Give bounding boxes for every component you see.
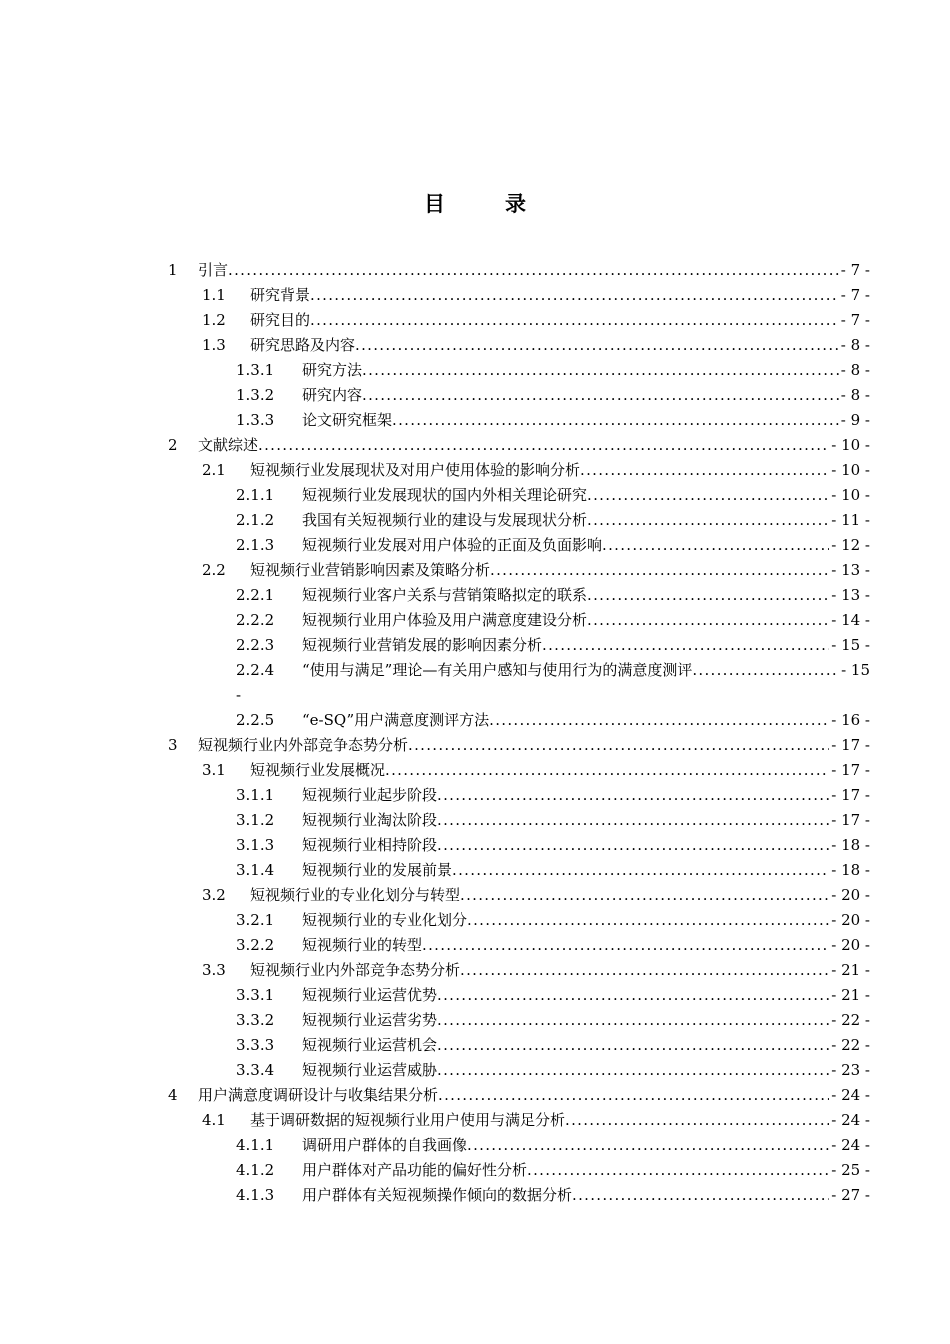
toc-entry-number: 3.1.4 — [236, 861, 275, 879]
toc-leader-dots — [228, 258, 839, 283]
toc-entry[interactable] — [202, 758, 870, 783]
toc-entry[interactable] — [202, 1108, 870, 1133]
toc-leader-dots — [452, 858, 829, 883]
toc-leader-dots — [258, 433, 829, 458]
toc-entry-page: - 24 - — [831, 1111, 870, 1129]
toc-leader-dots — [408, 733, 829, 758]
toc-entry-page: - 20 - — [831, 911, 870, 929]
toc-entry-page: - 13 - — [831, 561, 870, 579]
toc-entry-page: - 7 - — [840, 286, 870, 304]
toc-leader-dots — [467, 908, 829, 933]
toc-entry-title: 基于调研数据的短视频行业用户使用与满足分析 — [250, 1111, 566, 1129]
toc-entry-number: 3.3.2 — [236, 1011, 275, 1029]
toc-entry-page: - 18 - — [831, 836, 870, 854]
toc-leader-dots — [310, 308, 839, 333]
toc-leader-dots — [587, 583, 829, 608]
toc-leader-dots — [580, 458, 829, 483]
toc-leader-dots — [437, 1008, 829, 1033]
toc-entry-page: - 17 - — [831, 786, 870, 804]
toc-entry-number: 3.2 — [202, 886, 226, 904]
toc-entry-title: 短视频行业内外部竞争态势分析 — [250, 961, 461, 979]
toc-entry-number: 4.1 — [202, 1111, 226, 1129]
toc-entry-title: 研究思路及内容 — [250, 336, 356, 354]
toc-entry[interactable] — [236, 408, 870, 433]
toc-entry-page: - 11 - — [831, 511, 870, 529]
toc-leader-dots — [587, 508, 829, 533]
toc-entry-title: 短视频行业发展概况 — [250, 761, 386, 779]
toc-entry[interactable] — [236, 533, 870, 558]
toc-entry-title: 我国有关短视频行业的建设与发展现状分析 — [302, 511, 588, 529]
toc-entry[interactable] — [236, 808, 870, 833]
toc-entry-title: 短视频行业发展现状及对用户使用体验的影响分析 — [250, 461, 581, 479]
toc-leader-dots — [527, 1158, 829, 1183]
toc-entry-number: 4.1.3 — [236, 1186, 275, 1204]
toc-entry-title: 短视频行业起步阶段 — [302, 786, 438, 804]
toc-leader-dots — [385, 758, 829, 783]
toc-entry-page: - 14 - — [831, 611, 870, 629]
toc-entry-page: - 8 - — [840, 336, 870, 354]
toc-entry[interactable] — [236, 633, 870, 658]
toc-leader-dots — [437, 833, 829, 858]
toc-entry[interactable] — [236, 1133, 870, 1158]
toc-entry-number: 2.1.2 — [236, 511, 275, 529]
toc-entry-title: 研究方法 — [302, 361, 363, 379]
toc-entry-number: 2.2.5 — [236, 711, 275, 729]
toc-entry-number: 1.3.1 — [236, 361, 275, 379]
toc-entry[interactable] — [236, 483, 870, 508]
title-char-2: 录 — [505, 192, 526, 216]
toc-entry-title: 短视频行业运营劣势 — [302, 1011, 438, 1029]
toc-entry-page: - 7 - — [840, 311, 870, 329]
toc-entry[interactable] — [236, 908, 870, 933]
toc-entry-title: 引言 — [198, 261, 229, 279]
toc-leader-dots — [422, 933, 829, 958]
toc-entry[interactable] — [202, 333, 870, 358]
toc-entry[interactable] — [236, 383, 870, 408]
toc-entry-number: 2.2.1 — [236, 586, 275, 604]
toc-entry[interactable] — [236, 358, 870, 383]
toc-leader-dots — [437, 983, 829, 1008]
toc-entry-number: 2.2.4 — [236, 661, 275, 679]
toc-entry[interactable] — [236, 983, 870, 1008]
toc-entry-title: 短视频行业内外部竞争态势分析 — [198, 736, 409, 754]
toc-leader-dots — [490, 558, 829, 583]
toc-entry[interactable] — [236, 1033, 870, 1058]
toc-entry-number: 4 — [168, 1086, 178, 1104]
toc-entry-number: 1.3 — [202, 336, 226, 354]
toc-leader-dots — [467, 1133, 829, 1158]
toc-leader-dots — [362, 358, 839, 383]
toc-entry[interactable] — [168, 733, 870, 758]
toc-entry[interactable] — [236, 858, 870, 883]
toc-entry-number: 3.1.2 — [236, 811, 275, 829]
toc-entry-page: - 22 - — [831, 1011, 870, 1029]
toc-entry-title: 研究目的 — [250, 311, 311, 329]
toc-leader-dots — [460, 883, 829, 908]
toc-entry-number: 1 — [168, 261, 178, 279]
toc-entry[interactable] — [168, 258, 870, 283]
toc-entry-title: 短视频行业的转型 — [302, 936, 423, 954]
toc-entry[interactable] — [236, 658, 870, 683]
toc-entry[interactable] — [236, 783, 870, 808]
toc-entry-number: 2.2 — [202, 561, 226, 579]
toc-entry-page: - 20 - — [831, 936, 870, 954]
toc-entry-number: 2.1 — [202, 461, 226, 479]
toc-entry-number: 3.3.4 — [236, 1061, 275, 1079]
toc-entry-page: - 12 - — [831, 536, 870, 554]
toc-entry[interactable] — [236, 583, 870, 608]
toc-entry[interactable] — [202, 458, 870, 483]
toc-entry-page: - 18 - — [831, 861, 870, 879]
toc-entry-page: - 24 - — [831, 1136, 870, 1154]
toc-entry[interactable] — [236, 1008, 870, 1033]
toc-leader-dots — [438, 1083, 829, 1108]
toc-entry-number: 2 — [168, 436, 178, 454]
toc-leader-dots — [587, 608, 829, 633]
toc-entry-number: 1.3.2 — [236, 386, 275, 404]
toc-entry[interactable] — [202, 283, 870, 308]
toc-entry-page: - 8 - — [840, 361, 870, 379]
toc-entry-title: 用户满意度调研设计与收集结果分析 — [198, 1086, 439, 1104]
toc-entry-number: 4.1.1 — [236, 1136, 275, 1154]
toc-entry-number: 3.1.3 — [236, 836, 275, 854]
toc-leader-dots — [310, 283, 839, 308]
toc-entry-number: 2.1.1 — [236, 486, 275, 504]
toc-leader-dots — [489, 708, 829, 733]
toc-entry-title: “使用与满足”理论—有关用户感知与使用行为的满意度测评 — [302, 661, 693, 679]
toc-entry-title: “e-SQ”用户满意度测评方法 — [302, 711, 490, 729]
toc-entry-page: - 20 - — [831, 886, 870, 904]
toc-entry-page: - 27 - — [831, 1186, 870, 1204]
toc-leader-dots — [587, 483, 829, 508]
toc-entry[interactable] — [202, 308, 870, 333]
title-char-1: 目 — [424, 192, 445, 216]
toc-entry[interactable] — [236, 1158, 870, 1183]
toc-entry-page: - 23 - — [831, 1061, 870, 1079]
toc-entry[interactable] — [236, 708, 870, 733]
toc-entry-title: 文献综述 — [198, 436, 259, 454]
toc-entry-number: 3.3.3 — [236, 1036, 275, 1054]
toc-entry-page: - 10 - — [831, 436, 870, 454]
toc-entry-page: - 13 - — [831, 586, 870, 604]
toc-leader-dots — [692, 658, 839, 683]
toc-entry-page: - 24 - — [831, 1086, 870, 1104]
toc-entry[interactable] — [236, 608, 870, 633]
toc-entry-title: 短视频行业运营威胁 — [302, 1061, 438, 1079]
toc-leader-dots — [565, 1108, 829, 1133]
toc-entry-number: 2.2.2 — [236, 611, 275, 629]
toc-entry-title: 短视频行业运营机会 — [302, 1036, 438, 1054]
toc-entry-page-continuation: - — [236, 686, 242, 704]
page-title — [0, 188, 950, 218]
toc-entry-page: - 16 - — [831, 711, 870, 729]
toc-entry-title: 短视频行业用户体验及用户满意度建设分析 — [302, 611, 588, 629]
toc-entry[interactable] — [202, 883, 870, 908]
toc-entry[interactable] — [202, 558, 870, 583]
toc-leader-dots — [542, 633, 829, 658]
toc-entry-number: 3.3.1 — [236, 986, 275, 1004]
toc-leader-dots — [355, 333, 839, 358]
toc-entry[interactable] — [236, 933, 870, 958]
toc-entry[interactable] — [236, 508, 870, 533]
toc-entry-title: 短视频行业淘汰阶段 — [302, 811, 438, 829]
toc-entry[interactable] — [236, 833, 870, 858]
toc-entry-page: - 15 - — [831, 636, 870, 654]
toc-leader-dots — [437, 783, 829, 808]
toc-entry-title: 调研用户群体的自我画像 — [302, 1136, 468, 1154]
toc-entry-number: 2.2.3 — [236, 636, 275, 654]
toc-entry-page: - 17 - — [831, 736, 870, 754]
toc-entry-title: 短视频行业发展现状的国内外相关理论研究 — [302, 486, 588, 504]
toc-entry[interactable] — [168, 433, 870, 458]
toc-entry[interactable] — [236, 1183, 870, 1208]
toc-entry-title: 短视频行业营销影响因素及策略分析 — [250, 561, 491, 579]
toc-entry-title: 短视频行业的发展前景 — [302, 861, 453, 879]
toc-leader-dots — [437, 808, 829, 833]
toc-entry-page: - 10 - — [831, 486, 870, 504]
toc-entry-page: - 17 - — [831, 761, 870, 779]
toc-entry-page: - 7 - — [840, 261, 870, 279]
toc-entry[interactable] — [202, 958, 870, 983]
toc-entry-title: 短视频行业相持阶段 — [302, 836, 438, 854]
toc-entry[interactable] — [236, 1058, 870, 1083]
toc-entry-number: 4.1.2 — [236, 1161, 275, 1179]
toc-entry-number: 3 — [168, 736, 178, 754]
toc-entry-page: - 10 - — [831, 461, 870, 479]
toc-entry-number: 3.2.2 — [236, 936, 275, 954]
toc-entry-title: 用户群体有关短视频操作倾向的数据分析 — [302, 1186, 573, 1204]
toc-leader-dots — [362, 383, 839, 408]
toc-entry-page: - 17 - — [831, 811, 870, 829]
toc-entry-title: 短视频行业运营优势 — [302, 986, 438, 1004]
toc-entry-number: 1.3.3 — [236, 411, 275, 429]
toc-entry-page: - 22 - — [831, 1036, 870, 1054]
toc-entry-title: 研究内容 — [302, 386, 363, 404]
toc-leader-dots — [602, 533, 829, 558]
toc-entry-page: - 21 - — [831, 961, 870, 979]
toc-leader-dots — [437, 1033, 829, 1058]
toc-entry-title: 短视频行业发展对用户体验的正面及负面影响 — [302, 536, 603, 554]
toc-leader-dots — [572, 1183, 829, 1208]
toc-entry-number: 1.1 — [202, 286, 226, 304]
toc-entry-page: - 9 - — [840, 411, 870, 429]
toc-entry[interactable] — [168, 1083, 870, 1108]
toc-entry-number: 2.1.3 — [236, 536, 275, 554]
toc-entry-title: 短视频行业营销发展的影响因素分析 — [302, 636, 543, 654]
toc-leader-dots — [392, 408, 839, 433]
toc-entry-title: 用户群体对产品功能的偏好性分析 — [302, 1161, 528, 1179]
toc-leader-dots — [437, 1058, 829, 1083]
toc-entry-title: 短视频行业的专业化划分与转型 — [250, 886, 461, 904]
toc-entry-page: - 25 - — [831, 1161, 870, 1179]
toc-entry-title: 短视频行业客户关系与营销策略拟定的联系 — [302, 586, 588, 604]
toc-entry-title: 研究背景 — [250, 286, 311, 304]
toc-entry-number: 3.3 — [202, 961, 226, 979]
toc-entry-page: - 8 - — [840, 386, 870, 404]
toc-entry-title: 短视频行业的专业化划分 — [302, 911, 468, 929]
toc-entry-number: 3.1.1 — [236, 786, 275, 804]
toc-entry-number: 3.2.1 — [236, 911, 275, 929]
toc-entry-number: 1.2 — [202, 311, 226, 329]
toc-entry-title: 论文研究框架 — [302, 411, 393, 429]
toc-leader-dots — [460, 958, 829, 983]
toc-entry-page: - 21 - — [831, 986, 870, 1004]
toc-entry-page: - 15 — [841, 661, 870, 679]
toc-entry-number: 3.1 — [202, 761, 226, 779]
